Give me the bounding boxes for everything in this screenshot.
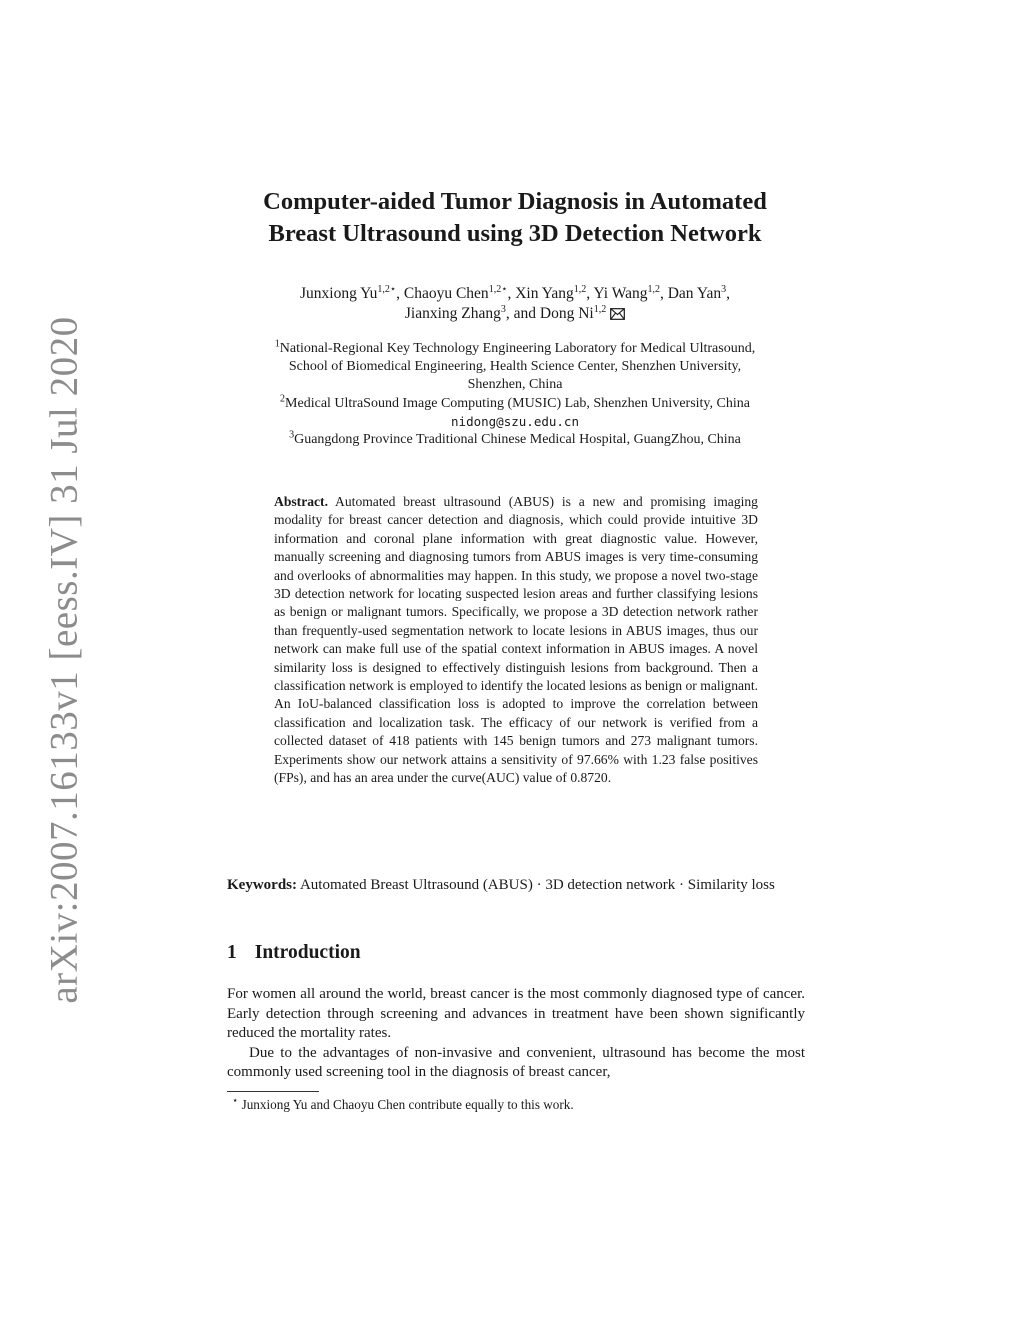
author-affiliation-mark: 3 bbox=[500, 303, 506, 315]
author-affiliation-mark: 3 bbox=[721, 283, 727, 295]
affiliation-2 bbox=[160, 392, 870, 413]
author-affiliation-mark: 1,2⋆ bbox=[377, 283, 397, 295]
abstract-text: Automated breast ultrasound (ABUS) is a new and promising imaging modality for breast cancer detection and diagnosis, which could provide intuitive 3D information and coronal plane information with great diagnostic value. However, manually screening and diagnosing tumors from ABUS images is very time-consuming and overlooks of abnormalities may happen. In this study, we propose a novel two-stage 3D detection network for locating suspected lesion areas and further classifying lesions as benign or malignant tumors. Specifically, we propose a 3D detection network rather than frequently-used segmentation network to locate lesions in ABUS images, thus our network can make full use of the spatial context information in ABUS images. A novel similarity loss is designed to effectively distinguish lesions from background. Then a classification network is employed to identify the located lesions as benign or malignant. An IoU-balanced classification loss is adopted to improve the correlation between classification and localization task. The efficacy of our network is verified from a collected dataset of 418 patients with 145 benign tumors and 273 malignant tumors. Experiments show our network attains a sensitivity of 97.66% with 1.23 false positives (FPs), and has an area under the curve(AUC) value of 0.8720. bbox=[274, 494, 758, 786]
author-separator: , bbox=[726, 285, 731, 302]
author-name: Jianxing Zhang bbox=[404, 305, 501, 322]
affiliations bbox=[160, 340, 870, 449]
affiliation-mark: 1 bbox=[274, 338, 280, 350]
envelope-icon bbox=[610, 306, 625, 326]
keywords-text: Automated Breast Ultrasound (ABUS) · 3D detection network · Similarity loss bbox=[299, 877, 775, 893]
author-name: Chaoyu Chen bbox=[403, 285, 489, 302]
abstract bbox=[274, 493, 758, 788]
keywords bbox=[227, 875, 805, 895]
section-number: 1 bbox=[227, 942, 237, 963]
keywords-label: Keywords: bbox=[227, 877, 297, 893]
author-affiliation-mark: 1,2⋆ bbox=[488, 283, 508, 295]
author-separator: , and bbox=[505, 305, 540, 322]
affiliation-mark: 3 bbox=[289, 429, 295, 441]
author-affiliation-mark: 1,2 bbox=[573, 283, 587, 295]
author-separator: , bbox=[396, 285, 404, 302]
affiliation-text: National-Regional Key Technology Engineering Laboratory for Medical Ultrasound, bbox=[279, 341, 756, 356]
paragraph: Due to the advantages of non-invasive and convenient, ultrasound has become the most commonly used screening tool in the diagnosis of breast cancer, bbox=[227, 1044, 805, 1080]
section-heading bbox=[227, 942, 361, 964]
title-line-2: Breast Ultrasound using 3D Detection Network bbox=[268, 220, 762, 247]
footnote bbox=[232, 1096, 574, 1114]
affiliation-text: Guangdong Province Traditional Chinese Medical Hospital, GuangZhou, China bbox=[294, 432, 741, 448]
footnote-text: Junxiong Yu and Chaoyu Chen contribute equally to this work. bbox=[241, 1097, 574, 1112]
author-line-2 bbox=[160, 304, 870, 326]
author-list bbox=[160, 284, 870, 326]
affiliation-1-line-3: Shenzhen, China bbox=[467, 377, 563, 393]
affiliation-3 bbox=[160, 431, 870, 449]
author-name: Xin Yang bbox=[515, 285, 574, 302]
affiliation-1-line-2: School of Biomedical Engineering, Health Science Center, Shenzhen University, bbox=[288, 359, 742, 375]
affiliation-text: Medical UltraSound Image Computing (MUSIC) Lab, Shenzhen University, China bbox=[285, 395, 750, 411]
author-affiliation-mark: 1,2 bbox=[593, 303, 607, 315]
author-name: Dong Ni bbox=[539, 305, 594, 322]
arxiv-identifier: arXiv:2007.16133v1 [eess.IV] 31 Jul 2020 bbox=[42, 316, 86, 1004]
author-name: Junxiong Yu bbox=[299, 285, 378, 302]
abstract-label: Abstract. bbox=[274, 494, 328, 509]
author-separator: , bbox=[507, 285, 516, 302]
author-line-1 bbox=[160, 284, 870, 304]
footnote-rule bbox=[227, 1091, 319, 1092]
section-title: Introduction bbox=[254, 942, 361, 963]
paragraph: For women all around the world, breast cancer is the most commonly diagnosed type of cancer. Early detection through screening and advances in treatment have been shown significantly reduced the mortality rates. bbox=[227, 986, 805, 1041]
contact-email[interactable]: nidong@szu.edu.cn bbox=[451, 413, 579, 429]
title-line-1: Computer-aided Tumor Diagnosis in Automated bbox=[263, 188, 767, 215]
affiliation-mark: 2 bbox=[280, 392, 286, 404]
author-affiliation-mark: 1,2 bbox=[647, 283, 660, 295]
affiliation-1 bbox=[160, 340, 870, 358]
paper-title bbox=[160, 186, 870, 250]
section-body bbox=[227, 985, 805, 1083]
author-name: Dan Yan bbox=[667, 285, 722, 302]
author-separator: , bbox=[586, 285, 594, 302]
footnote-mark: ⋆ bbox=[232, 1095, 239, 1107]
author-name: Yi Wang bbox=[593, 285, 648, 302]
author-separator: , bbox=[659, 285, 668, 302]
